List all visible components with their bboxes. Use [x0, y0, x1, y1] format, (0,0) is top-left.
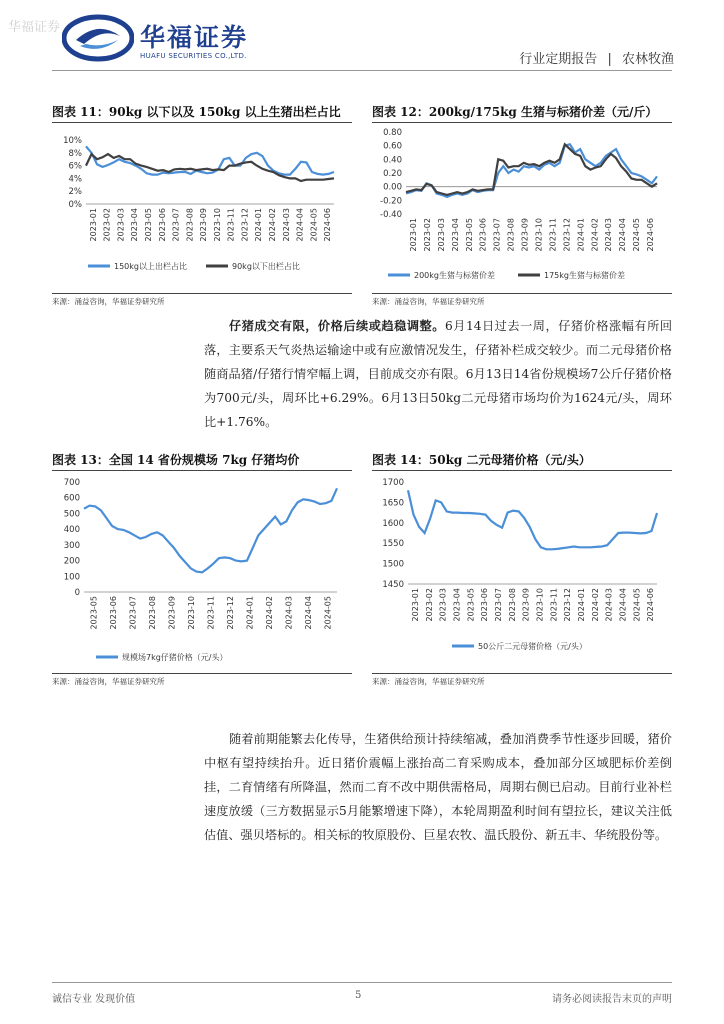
x-tick-label: 2024-04	[303, 596, 313, 630]
y-tick-label: 0.80	[383, 128, 402, 138]
y-tick-label: 1450	[382, 580, 404, 590]
y-tick-label: 700	[63, 478, 80, 488]
legend-label-1: 50公斤二元母猪价格（元/头）	[478, 642, 587, 651]
fig11-src-rule	[52, 293, 352, 294]
x-tick-label: 2024-05	[309, 208, 319, 242]
fig14-src-rule	[372, 673, 672, 674]
x-tick-label: 2023-02	[424, 588, 434, 622]
x-tick-label: 2023-12	[240, 208, 250, 242]
legend-label-1: 150kg以上出栏占比	[114, 262, 187, 271]
report-type: 行业定期报告	[519, 52, 598, 67]
x-tick-label: 2024-02	[590, 218, 600, 252]
x-tick-label: 2023-11	[206, 596, 216, 630]
y-tick-label: 10%	[63, 136, 82, 146]
x-tick-label: 2023-01	[408, 218, 418, 252]
y-tick-label: 0%	[68, 200, 82, 210]
y-tick-label: 0.20	[383, 169, 402, 179]
x-tick-label: 2023-07	[492, 218, 502, 252]
y-tick-label: 0	[74, 588, 80, 598]
fig11-rule	[52, 122, 352, 123]
x-tick-label: 2024-06	[646, 588, 656, 622]
paragraph-1-lead: 仔猪成交有限，价格后续或趋稳调整。	[229, 319, 445, 333]
x-tick-label: 2023-09	[199, 208, 209, 242]
x-tick-label: 2024-05	[632, 218, 642, 252]
x-tick-label: 2023-01	[88, 208, 98, 242]
x-tick-label: 2023-06	[157, 208, 167, 242]
fig11-source: 来源：涌益咨询，华福证券研究所	[52, 297, 165, 306]
x-tick-label: 2023-02	[102, 208, 112, 242]
x-tick-label: 2024-03	[284, 596, 294, 630]
x-tick-label: 2023-08	[185, 208, 195, 242]
x-tick-label: 2023-08	[506, 218, 516, 252]
y-tick-label: 100	[63, 572, 80, 583]
y-tick-label: 200	[63, 556, 80, 567]
legend-label-2: 90kg以下出栏占比	[232, 262, 300, 271]
fig12-chart	[372, 126, 672, 291]
x-tick-label: 2023-07	[128, 596, 138, 630]
y-tick-label: 1600	[382, 518, 404, 529]
y-tick-label: 400	[63, 525, 80, 536]
x-tick-label: 2023-05	[464, 218, 474, 252]
logo	[62, 14, 134, 62]
x-tick-label: 2024-01	[576, 218, 586, 252]
x-tick-label: 2023-10	[535, 588, 545, 622]
x-tick-label: 2023-05	[89, 596, 99, 630]
fig12-src-rule	[372, 293, 672, 294]
footer-slogan: 诚信专业 发现价值	[52, 994, 136, 1005]
y-tick-label: 8%	[68, 148, 82, 159]
fig14-source: 来源：涌益咨询，华福证券研究所	[372, 677, 485, 686]
fig14-rule	[372, 470, 672, 471]
x-tick-label: 2023-03	[436, 218, 446, 252]
x-tick-label: 2023-12	[562, 218, 572, 252]
x-tick-label: 2023-06	[480, 588, 490, 622]
x-tick-label: 2024-06	[323, 208, 333, 242]
x-tick-label: 2023-01	[410, 588, 420, 622]
y-tick-label: 1550	[382, 539, 404, 550]
x-tick-label: 2024-02	[268, 208, 277, 242]
y-tick-label: 1700	[382, 478, 404, 488]
y-tick-label: 1500	[382, 559, 404, 570]
page-number: 5	[355, 990, 362, 1001]
x-tick-label: 2023-10	[534, 218, 544, 252]
report-category	[519, 48, 674, 67]
y-tick-label: 6%	[68, 161, 82, 172]
x-tick-label: 2024-02	[590, 588, 600, 622]
x-tick-label: 2023-09	[520, 218, 530, 252]
x-tick-label: 2023-06	[109, 596, 119, 630]
x-tick-label: 2023-09	[167, 596, 177, 630]
legend-label-1: 200kg生猪与标猪价差	[414, 271, 495, 280]
x-tick-label: 2023-04	[130, 208, 140, 242]
x-tick-label: 2023-07	[493, 588, 503, 622]
y-tick-label: 0.60	[383, 141, 402, 152]
fig13-chart	[52, 474, 352, 670]
series-line-2	[406, 144, 657, 195]
x-tick-label: 2024-03	[604, 588, 614, 622]
legend-label-2: 175kg生猪与标猪价差	[544, 271, 625, 280]
footer-rule	[52, 982, 672, 983]
industry: 农林牧渔	[621, 52, 674, 67]
legend-label-1: 规模场7kg仔猪价格（元/头）	[122, 653, 228, 662]
x-tick-label: 2023-05	[144, 208, 153, 242]
fig13-source: 来源：涌益咨询，华福证券研究所	[52, 677, 165, 686]
x-tick-label: 2023-06	[478, 218, 488, 252]
y-tick-label: 1650	[382, 498, 404, 509]
series-line-1	[406, 144, 657, 197]
x-tick-label: 2023-04	[452, 588, 462, 622]
y-tick-label: 0.00	[383, 182, 402, 193]
logo-en: HUAFU SECURITIES CO.,LTD.	[140, 52, 247, 60]
y-tick-label: 0.40	[383, 155, 402, 166]
x-tick-label: 2023-08	[507, 588, 517, 622]
x-tick-label: 2023-09	[521, 588, 531, 622]
y-tick-label: 300	[63, 540, 80, 551]
y-tick-label: 600	[63, 493, 80, 504]
watermark: 华福证券	[8, 20, 61, 35]
logo-icon	[62, 14, 134, 62]
fig11-title: 图表 11：90kg 以下以及 150kg 以上生猪出栏占比	[52, 105, 341, 119]
x-tick-label: 2023-12	[563, 588, 573, 622]
y-tick-label: -0.20	[380, 196, 402, 207]
fig13-src-rule	[52, 673, 352, 674]
x-tick-label: 2024-01	[254, 208, 264, 242]
y-tick-label: -0.40	[380, 210, 402, 220]
x-tick-label: 2023-02	[422, 218, 432, 252]
y-tick-label: 500	[63, 509, 80, 520]
x-tick-label: 2024-06	[646, 218, 656, 252]
x-tick-label: 2024-04	[618, 588, 628, 622]
x-tick-label: 2024-05	[632, 588, 642, 622]
x-tick-label: 2023-08	[148, 596, 158, 630]
x-tick-label: 2023-11	[226, 208, 236, 242]
x-tick-label: 2023-10	[187, 596, 197, 630]
fig14-chart	[372, 474, 672, 670]
x-tick-label: 2024-01	[245, 596, 255, 630]
x-tick-label: 2024-03	[281, 208, 291, 242]
x-tick-label: 2024-04	[618, 218, 628, 252]
x-tick-label: 2023-11	[549, 588, 559, 622]
x-tick-label: 2024-05	[323, 596, 333, 630]
x-tick-label: 2023-10	[212, 208, 222, 242]
fig12-source: 来源：涌益咨询，华福证券研究所	[372, 297, 485, 306]
x-tick-label: 2023-05	[466, 588, 476, 622]
paragraph-1	[204, 314, 672, 434]
fig12-rule	[372, 122, 672, 123]
series-line-1	[408, 490, 657, 549]
logo-cn: 华福证券	[140, 23, 249, 52]
header-rule	[52, 70, 672, 71]
x-tick-label: 2023-11	[548, 218, 558, 252]
paragraph-1-body: 6月14日过去一周，仔猪价格涨幅有所回落，主要系天气炎热运输途中或有应激情况发生，仔猪补栏成交较少。而二元母猪价格随商品猪/仔猪行情窄幅上调，目前成交亦有限。6月13日14省份规模场7公斤仔猪价格为700元/头，周环比+6.29%。6月13日50kg二元母猪市场均价为1624元/头，周环比+1.76%。	[204, 319, 673, 429]
paragraph-2: 随着前期能繁去化传导，生猪供给预计持续缩减，叠加消费季节性逐步回暖，猪价中枢有望持续抬升。近日猪价震幅上涨抬高二育采购成本，叠加部分区域肥标价差倒挂，二育情绪有所降温，然而二育不改中期供需格局，周期右侧已启动。目前行业补栏速度放缓（三方数据显示5月能繁增速下降），本轮周期盈利时间有望拉长，建议关注低估值、强贝塔标的。相关标的牧原股份、巨星农牧、温氏股份、新五丰、华统股份等。	[204, 732, 672, 842]
y-tick-label: 2%	[68, 187, 82, 198]
y-tick-label: 4%	[68, 174, 82, 185]
fig12-title: 图表 12：200kg/175kg 生猪与标猪价差（元/斤）	[372, 105, 658, 119]
x-tick-label: 2023-07	[171, 208, 181, 242]
x-tick-label: 2023-04	[450, 218, 460, 252]
x-tick-label: 2024-01	[576, 588, 586, 622]
footer-disclaimer: 请务必阅读报告末页的声明	[552, 994, 672, 1005]
x-tick-label: 2024-02	[264, 596, 274, 630]
fig11-chart	[52, 126, 352, 291]
fig13-rule	[52, 470, 352, 471]
x-tick-label: 2023-03	[438, 588, 448, 622]
fig14-title: 图表 14：50kg 二元母猪价格（元/头）	[372, 453, 591, 467]
x-tick-label: 2023-12	[225, 596, 235, 630]
x-tick-label: 2023-03	[116, 208, 126, 242]
fig13-title: 图表 13：全国 14 省份规模场 7kg 仔猪均价	[52, 453, 300, 467]
header-sep: |	[607, 52, 612, 67]
x-tick-label: 2024-04	[295, 208, 305, 242]
series-line-1	[84, 488, 337, 572]
x-tick-label: 2024-03	[604, 218, 614, 252]
